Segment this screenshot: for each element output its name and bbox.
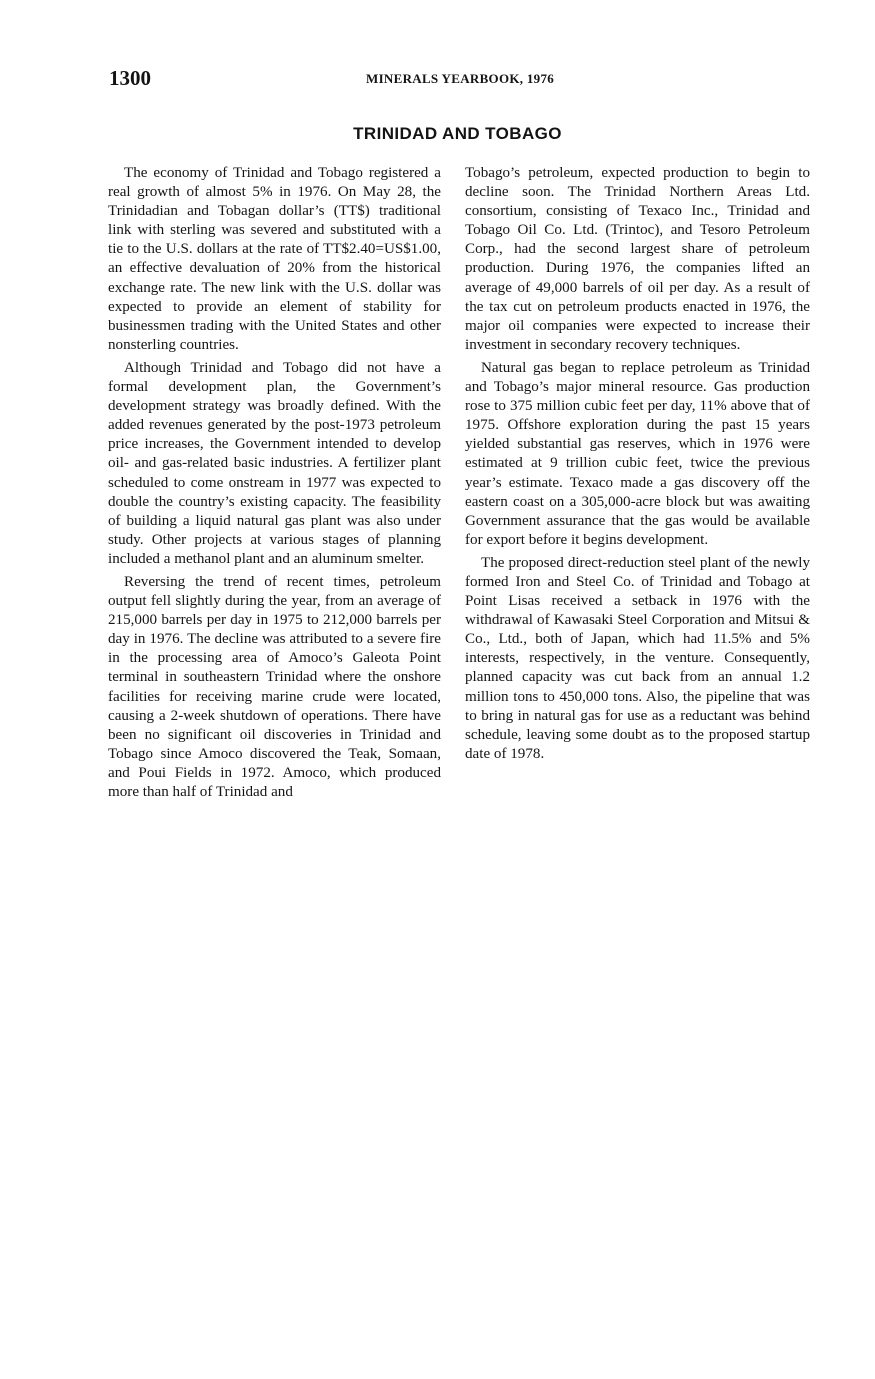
- paragraph: Although Trinidad and Tobago did not have a formal development plan, the Government’s development strategy was broadly defined. With the added revenues generated by the post-1973 petroleum price increases, the Government intended to develop oil- and gas-related basic industries. A fertilizer plant scheduled to come onstream in 1977 was expected to double the country’s existing capacity. The feasibility of building a liquid natural gas plant was also under study. Other projects at various stages of planning included a methanol plant and an aluminum smelter.: [108, 359, 441, 567]
- paragraph: Natural gas began to replace petroleum as Trinidad and Tobago’s major mineral resource. Gas production rose to 375 million cubic feet per day, 11% above that of 1975. Offshore exploration during the past 15 years yielded substantial gas reserves, which in 1976 were estimated at 9 trillion cubic feet, twice the previous year’s estimate. Texaco made a gas discovery off the eastern coast on a 305,000-acre block but was awaiting Government assurance that the gas would be available for export before it begins development.: [465, 359, 810, 548]
- paragraph: The economy of Trinidad and Tobago registered a real growth of almost 5% in 1976. On May 28, the Trinidadian and Tobagan dollar’s (TT$) traditional link with sterling was severed and substituted with a tie to the U.S. dollars at the rate of TT$2.40=US$1.00, an effective devaluation of 20% from the historical exchange rate. The new link with the U.S. dollar was expected to provide an element of stability for businessmen trading with the United States and other nonsterling countries.: [108, 165, 441, 353]
- running-title: MINERALS YEARBOOK, 1976: [366, 71, 555, 86]
- paragraph: Reversing the trend of recent times, petroleum output fell slightly during the year, from an average of 215,000 barrels per day in 1975 to 212,000 barrels per day in 1976. The decline was attributed to a severe fire in the processing area of Amoco’s Galeota Point terminal in southeastern Trinidad where the onshore facilities for receiving marine crude were located, causing a 2-week shutdown of operations. There have been no significant oil discoveries in Trinidad and Tobago since Amoco discovered the Teak, Somaan, and Poui Fields in 1972. Amoco, which produced more than half of Trinidad and: [108, 573, 441, 800]
- paragraph: The proposed direct-reduction steel plant of the newly formed Iron and Steel Co. of Trinidad and Tobago at Point Lisas received a setback in 1976 with the withdrawal of Kawasaki Steel Corporation and Mitsui & Co., Ltd., both of Japan, which had 11.5% and 5% interests, respectively, in the venture. Consequently, planned capacity was cut back from an annual 1.2 million tons to 450,000 tons. Also, the pipeline that was to bring in natural gas for use as a reductant was behind schedule, leaving some doubt as to the proposed startup date of 1978.: [465, 554, 810, 762]
- page-number: 1300: [109, 66, 151, 90]
- left-column: [108, 164, 441, 806]
- section-title: TRINIDAD AND TOBAGO: [353, 124, 562, 143]
- right-column: [465, 164, 810, 768]
- paragraph: Tobago’s petroleum, expected production to begin to decline soon. The Trinidad Northern Areas Ltd. consortium, consisting of Texaco Inc., Trinidad and Tobago Oil Co. Ltd. (Trintoc), and Tesoro Petroleum Corp., had the second largest share of petroleum production. During 1976, the companies lifted an average of 49,000 barrels of oil per day. As a result of the tax cut on petroleum products enacted in 1976, the major oil companies were expected to increase their investment in secondary recovery techniques.: [465, 165, 810, 353]
